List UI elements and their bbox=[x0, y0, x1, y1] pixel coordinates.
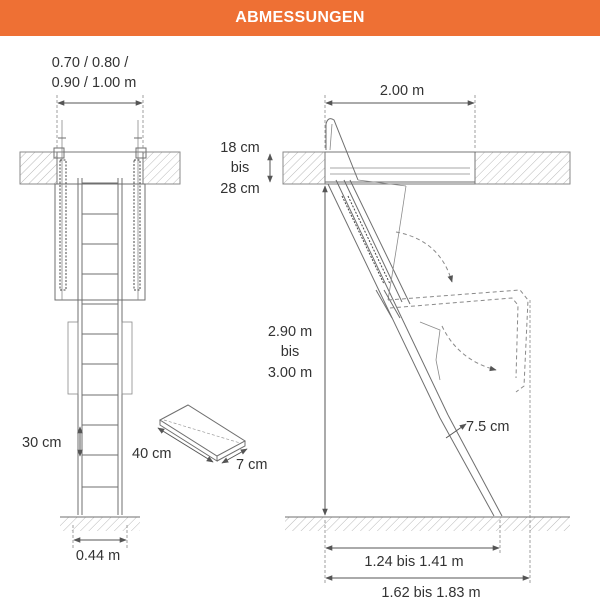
front-floor bbox=[60, 517, 140, 531]
ceiling-label-line2: bis bbox=[230, 160, 250, 176]
step-width-label: 7.5 cm bbox=[466, 419, 510, 435]
side-view bbox=[267, 95, 570, 585]
length-label: 2.00 m bbox=[379, 83, 425, 99]
step-height-label: 7 cm bbox=[236, 457, 268, 473]
step-spacing-label: 30 cm bbox=[22, 435, 62, 451]
side-ceiling-slab bbox=[283, 152, 570, 184]
step-width-dimension bbox=[446, 424, 466, 438]
base-short-label: 1.24 bis 1.41 m bbox=[364, 554, 464, 570]
side-length-dimension bbox=[325, 95, 475, 150]
front-width-dimension bbox=[57, 95, 143, 150]
height-label-line3: 3.00 m bbox=[267, 365, 313, 381]
side-floor bbox=[285, 517, 570, 531]
height-label-line2: bis bbox=[280, 344, 300, 360]
base-long-label: 1.62 bis 1.83 m bbox=[381, 585, 481, 600]
width-label-line1: 0.70 / 0.80 / bbox=[51, 55, 129, 71]
step-depth-label: 40 cm bbox=[132, 446, 172, 462]
base-long-dimension bbox=[325, 300, 530, 585]
front-frame-box bbox=[55, 184, 145, 300]
side-dashed-handrail bbox=[388, 232, 528, 392]
front-ladder bbox=[68, 178, 132, 515]
side-ladder bbox=[328, 180, 502, 516]
width-label-line2: 0.90 / 1.00 m bbox=[51, 75, 137, 91]
banner-title: ABMESSUNGEN bbox=[235, 9, 365, 26]
ladder-width-label: 0.44 m bbox=[75, 548, 121, 564]
front-view bbox=[20, 95, 180, 548]
height-label-line1: 2.90 m bbox=[267, 324, 313, 340]
ceiling-label-line1: 18 cm bbox=[220, 140, 260, 156]
front-ceiling-slab bbox=[20, 152, 180, 184]
front-springs bbox=[54, 120, 146, 300]
ceiling-label-line3: 28 cm bbox=[220, 181, 260, 197]
